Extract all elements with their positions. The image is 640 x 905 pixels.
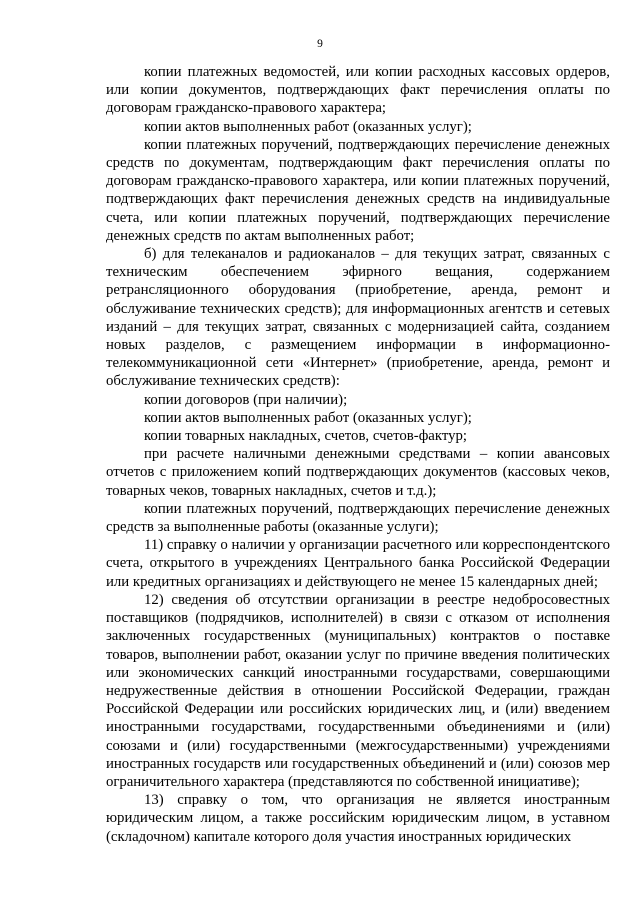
paragraph-item-13: 13) справку о том, что организация не является иностранным юридическим лицом, а также российским юридическим лицом, в уставном (складочном) капитале которого доля участия иностранных юридических — [106, 792, 610, 845]
paragraph-item-b: б) для телеканалов и радиоканалов – для текущих затрат, связанных с техническим обеспечением эфирного вещания, содержанием ретрансляционного оборудования (приобретение, аренда, ремонт и обслуживание технических средств); для информационных агентств и сетевых изданий – для текущих затрат, связанных с модернизацией сайта, созданием новых разделов, с размещением информации в информационно-телекоммуникационной сети «Интернет» (приобретение, аренда, ремонт и обслуживание технических средств): — [106, 246, 610, 390]
paragraph-contracts-copies: копии договоров (при наличии); — [144, 391, 348, 408]
document-body — [106, 63, 610, 846]
paragraph-cash-settlement: при расчете наличными денежными средствами – копии авансовых отчетов с приложением копий подтверждающих документов (кассовых чеков, товарных чеков, товарных накладных, счетов и т.д.); — [106, 446, 610, 499]
paragraph-payment-orders: копии платежных поручений, подтверждающих перечисление денежных средств по документам, подтверждающим факт перечисления оплаты по договорам гражданско-правового характера, или копии платежных поручений, подтверждающих факт перечисления денежных средств на индивидуальные счета, или копии платежных поручений, подтверждающих перечисление денежных средств по актам выполненных работ; — [106, 136, 610, 244]
paragraph-acts-copies-2: копии актов выполненных работ (оказанных услуг); — [144, 409, 472, 426]
paragraph-acts-copies: копии актов выполненных работ (оказанных услуг); — [144, 118, 472, 135]
page-number: 9 — [317, 38, 323, 50]
paragraph-payment-orders-2: копии платежных поручений, подтверждающих перечисление денежных средств за выполненные работы (оказанные услуги); — [106, 500, 610, 536]
paragraph-invoices-copies: копии товарных накладных, счетов, счетов-фактур; — [144, 428, 468, 445]
paragraph-payroll-copies: копии платежных ведомостей, или копии расходных кассовых ордеров, или копии документов, подтверждающих факт перечисления оплаты по договорам гражданско-правового характера; — [106, 64, 610, 117]
paragraph-item-12: 12) сведения об отсутствии организации в реестре недобросовестных поставщиков (подрядчиков, исполнителей) в связи с отказом от исполнения заключенных государственных (муниципальных) контрактов о поставке товаров, выполнении работ, оказании услуг по причине введения политических или экономических санкций иностранными государствами, совершающими недружественные действия в отношении Российской Федерации, граждан Российской Федерации или российских юридических лиц, и (или) введением иностранными государствами, государственными объединениями и (или) союзами и (или) государственными (межгосударственными) учреждениями иностранных государств или государственных объединений и (или) союзов мер ограничительного характера (представляются по собственной инициативе); — [106, 591, 610, 790]
paragraph-item-11: 11) справку о наличии у организации расчетного или корреспондентского счета, открытого в учреждениях Центрального банка Российской Федерации или кредитных организациях и действующего не менее 15 календарных дней; — [106, 537, 610, 590]
